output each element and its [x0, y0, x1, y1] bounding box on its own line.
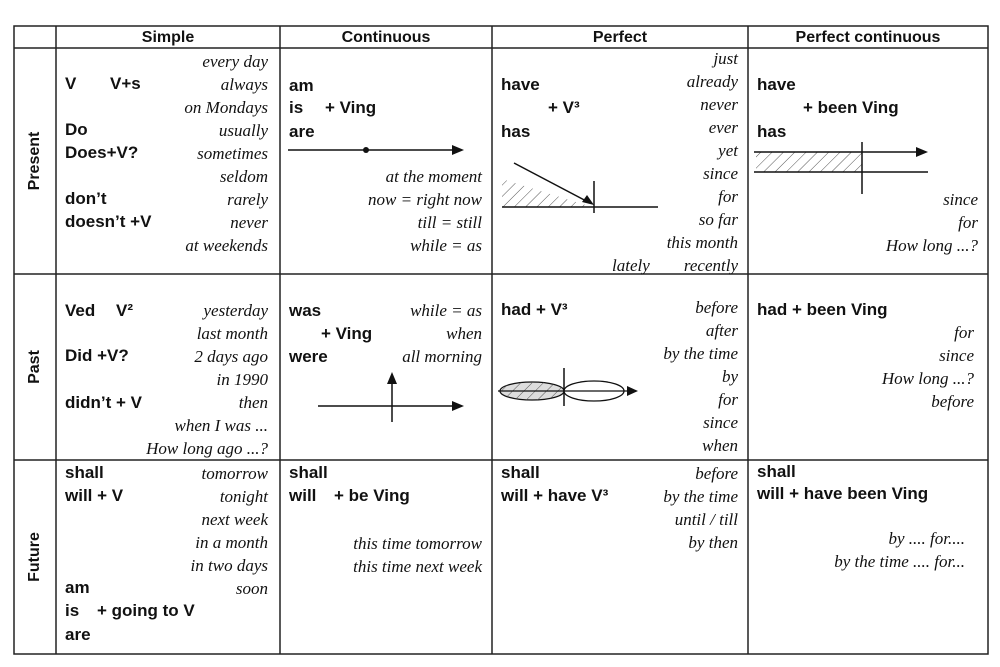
- time-marker: before: [931, 392, 974, 411]
- time-marker: for: [958, 213, 978, 232]
- time-marker: while = as: [410, 236, 482, 255]
- form: + Ving: [325, 98, 377, 117]
- time-marker: till = still: [417, 213, 482, 232]
- time-marker: when: [702, 436, 738, 455]
- time-marker: rarely: [227, 190, 268, 209]
- form: are: [65, 625, 91, 644]
- time-marker: tomorrow: [201, 464, 268, 483]
- form: didn’t + V: [65, 393, 142, 412]
- form: + been Ving: [803, 98, 899, 117]
- time-marker: How long ...?: [885, 236, 978, 255]
- time-marker: just: [713, 49, 738, 68]
- time-marker: yet: [718, 141, 738, 160]
- time-marker: last month: [196, 324, 268, 343]
- time-marker: so far: [698, 210, 738, 229]
- form: will + V: [65, 486, 124, 505]
- time-marker: seldom: [219, 167, 268, 186]
- form: has: [501, 122, 531, 141]
- timeline-diagram: [286, 140, 466, 160]
- form: don’t: [65, 189, 107, 208]
- time-marker: now = right now: [368, 190, 482, 209]
- time-marker: usually: [218, 121, 268, 140]
- time-marker: in a month: [195, 533, 268, 552]
- form: Does+V?: [65, 143, 139, 162]
- time-marker: How long ...?: [881, 369, 974, 388]
- header-perfect: Perfect: [592, 29, 648, 46]
- form: shall: [289, 463, 328, 482]
- time-marker: all morning: [402, 347, 482, 366]
- time-marker: since: [943, 190, 978, 209]
- time-marker: by .... for....: [888, 529, 965, 548]
- form: is: [65, 601, 80, 620]
- time-marker: tonight: [219, 487, 268, 506]
- time-marker: sometimes: [197, 144, 268, 163]
- time-marker: soon: [235, 579, 268, 598]
- form: is: [289, 98, 304, 117]
- time-marker: by: [721, 367, 738, 386]
- time-marker: since: [703, 413, 738, 432]
- form: Do: [65, 120, 88, 139]
- form: were: [289, 347, 328, 366]
- form: had + V³: [501, 300, 568, 319]
- time-marker: this time next week: [353, 557, 482, 576]
- time-marker: in two days: [190, 556, 268, 575]
- time-marker: ever: [708, 118, 738, 137]
- form: have: [757, 75, 796, 94]
- form: Did +V?: [65, 346, 129, 365]
- time-marker: when: [446, 324, 482, 343]
- time-marker: How long ago ...?: [146, 439, 268, 458]
- form: + going to V: [97, 601, 195, 620]
- form: had + been Ving: [757, 300, 888, 319]
- time-marker: in 1990: [216, 370, 268, 389]
- form: are: [289, 122, 315, 141]
- perfect-diagram: [498, 155, 663, 217]
- time-marker: while = as: [410, 301, 482, 320]
- time-marker: never: [700, 95, 738, 114]
- form: + Ving: [321, 324, 373, 343]
- form: am: [289, 76, 314, 95]
- row-label-present: Present: [26, 131, 43, 191]
- form: will + have V³: [501, 486, 609, 505]
- time-marker: yesterday: [203, 301, 268, 320]
- time-marker: by the time .... for...: [834, 552, 965, 571]
- time-marker: 2 days ago: [194, 347, 268, 366]
- header-perfect-continuous: Perfect continuous: [795, 29, 941, 46]
- time-marker: lately: [612, 256, 650, 275]
- header-simple: Simple: [141, 29, 195, 46]
- time-marker: by the time: [663, 344, 738, 363]
- form: + be Ving: [334, 486, 410, 505]
- form: V: [65, 74, 77, 93]
- time-marker: when I was ...: [174, 416, 268, 435]
- time-marker: until / till: [674, 510, 738, 529]
- time-marker: for: [718, 187, 738, 206]
- time-marker: then: [238, 393, 268, 412]
- form: + V³: [548, 98, 580, 117]
- time-marker: every day: [202, 52, 268, 71]
- time-marker: for: [718, 390, 738, 409]
- form: was: [289, 301, 322, 320]
- time-marker: by the time: [663, 487, 738, 506]
- time-marker: since: [939, 346, 974, 365]
- form: Ved: [65, 301, 96, 320]
- time-marker: this month: [666, 233, 738, 252]
- form: will: [289, 486, 317, 505]
- perfect-continuous-diagram: [752, 138, 932, 196]
- form: have: [501, 75, 540, 94]
- form: will + have been Ving: [757, 484, 929, 503]
- time-marker: at weekends: [185, 236, 268, 255]
- row-label-past: Past: [26, 350, 43, 384]
- time-marker: before: [695, 464, 738, 483]
- form: am: [65, 578, 90, 597]
- time-marker: never: [230, 213, 268, 232]
- time-marker: before: [695, 298, 738, 317]
- form: doesn’t +V: [65, 212, 152, 231]
- row-label-future: Future: [26, 532, 43, 582]
- time-marker: by then: [688, 533, 738, 552]
- form: shall: [757, 462, 796, 481]
- timeline-diagram: [316, 370, 468, 426]
- time-marker: next week: [201, 510, 268, 529]
- time-marker: for: [954, 323, 974, 342]
- form: has: [757, 122, 787, 141]
- time-marker: after: [705, 321, 738, 340]
- header-continuous: Continuous: [341, 29, 431, 46]
- time-marker: since: [703, 164, 738, 183]
- form: V+s: [110, 74, 141, 93]
- form: shall: [501, 463, 540, 482]
- time-marker: this time tomorrow: [353, 534, 482, 553]
- past-perfect-diagram: [496, 362, 646, 408]
- time-marker: at the moment: [385, 167, 482, 186]
- form: shall: [65, 463, 104, 482]
- time-marker: on Mondays: [184, 98, 268, 117]
- time-marker: always: [220, 75, 268, 94]
- form: V²: [116, 301, 133, 320]
- time-marker: already: [686, 72, 738, 91]
- time-marker: recently: [683, 256, 738, 275]
